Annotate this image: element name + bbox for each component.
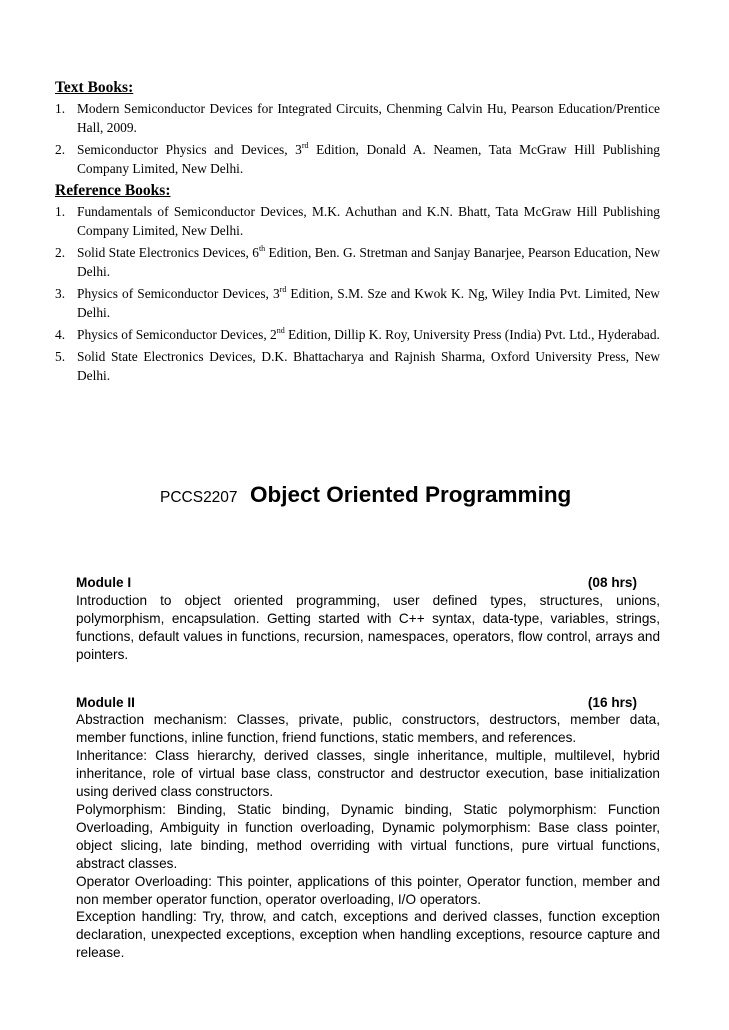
item-text-post: Edition, S.M. Sze and Kwok K. Ng, Wiley India Pvt. Limited, New Delhi.	[77, 286, 660, 320]
item-number: 3.	[55, 286, 66, 301]
module-1	[76, 574, 660, 664]
reference-books-list	[55, 202, 660, 385]
module-name: Module II	[76, 694, 135, 710]
module-header	[76, 694, 660, 712]
item-number: 1.	[55, 101, 66, 116]
module-hours: (16 hrs)	[587, 694, 637, 710]
item-number: 1.	[55, 204, 66, 219]
module-hours: (08 hrs)	[587, 575, 637, 590]
item-text: Modern Semiconductor Devices for Integrated Circuits, Chenming Calvin Hu, Pearson Education/Prentice Hall, 2009.	[77, 101, 660, 135]
list-item	[55, 243, 660, 281]
item-text: Solid State Electronics Devices, D.K. Bhattacharya and Rajnish Sharma, Oxford University Press, New Delhi.	[77, 349, 660, 383]
list-item	[55, 347, 660, 385]
module-paragraph: Introduction to object oriented programming, user defined types, structures, unions, polymorphism, encapsulation. Getting started with C++ syntax, data-type, variables, strings, functions, default values in functions, recursion, namespaces, operators, flow control, arrays and pointers.	[76, 592, 660, 662]
text-books-list	[55, 99, 660, 178]
module-paragraph: Exception handling: Try, throw, and catch, exceptions and derived classes, function exception declaration, unexpected exceptions, exception when handling exceptions, resource capture and release.	[76, 909, 660, 961]
item-text-post: Edition, Dillip K. Roy, University Press (India) Pvt. Ltd., Hyderabad.	[284, 327, 660, 342]
item-text-post: Edition, Donald A. Neamen, Tata McGraw Hill Publishing Company Limited, New Delhi.	[77, 142, 661, 176]
item-text-post: Edition, Ben. G. Stretman and Sanjay Banarjee, Pearson Education, New Delhi.	[77, 245, 660, 279]
module-header	[76, 574, 660, 592]
item-text-pre: Semiconductor Physics and Devices, 3	[77, 142, 302, 157]
module-paragraph: Inheritance: Class hierarchy, derived classes, single inheritance, multiple, multilevel, hybrid inheritance, role of virtual base class, constructor and destructor execution, base initialization using derived class constructors.	[76, 748, 660, 800]
module-paragraph: Polymorphism: Binding, Static binding, Dynamic binding, Static polymorphism: Function Overloading, Ambiguity in function overloading, Dynamic polymorphism: Base class pointer, object slicing, late binding, method overriding with virtual functions, pure virtual functions, abstract classes.	[76, 801, 660, 871]
course-heading	[160, 482, 660, 508]
module-paragraph: Operator Overloading: This pointer, applications of this pointer, Operator function, member and non member operator function, operator overloading, I/O operators.	[76, 873, 660, 907]
item-number: 5.	[55, 349, 66, 364]
reference-books-heading: Reference Books:	[55, 182, 171, 199]
list-item	[55, 202, 660, 240]
list-item	[55, 284, 660, 322]
list-item	[55, 140, 660, 178]
syllabus-modules	[76, 574, 660, 992]
item-number: 4.	[55, 327, 66, 342]
course-code: PCCS2207	[160, 489, 238, 506]
item-text-pre: Solid State Electronics Devices, 6	[77, 245, 259, 260]
list-item	[55, 325, 660, 344]
module-2	[76, 694, 660, 963]
module-name: Module I	[76, 575, 132, 590]
course-title: Object Oriented Programming	[250, 482, 572, 507]
edition-superscript: nd	[276, 326, 285, 335]
text-books-heading: Text Books:	[55, 79, 134, 96]
item-text: Fundamentals of Semiconductor Devices, M.K. Achuthan and K.N. Bhatt, Tata McGraw Hill Publishing Company Limited, New Delhi.	[77, 204, 660, 238]
list-item	[55, 99, 660, 137]
item-text-pre: Physics of Semiconductor Devices, 3	[77, 286, 280, 301]
book-lists	[55, 78, 660, 388]
item-text-pre: Physics of Semiconductor Devices, 2	[77, 327, 277, 342]
module-paragraph: Abstraction mechanism: Classes, private, public, constructors, destructors, member data, member functions, inline function, friend functions, static members, and references.	[76, 712, 660, 746]
item-number: 2.	[55, 142, 66, 157]
edition-superscript: th	[258, 244, 266, 253]
edition-superscript: rd	[279, 285, 287, 294]
edition-superscript: rd	[301, 141, 309, 150]
item-number: 2.	[55, 245, 66, 260]
